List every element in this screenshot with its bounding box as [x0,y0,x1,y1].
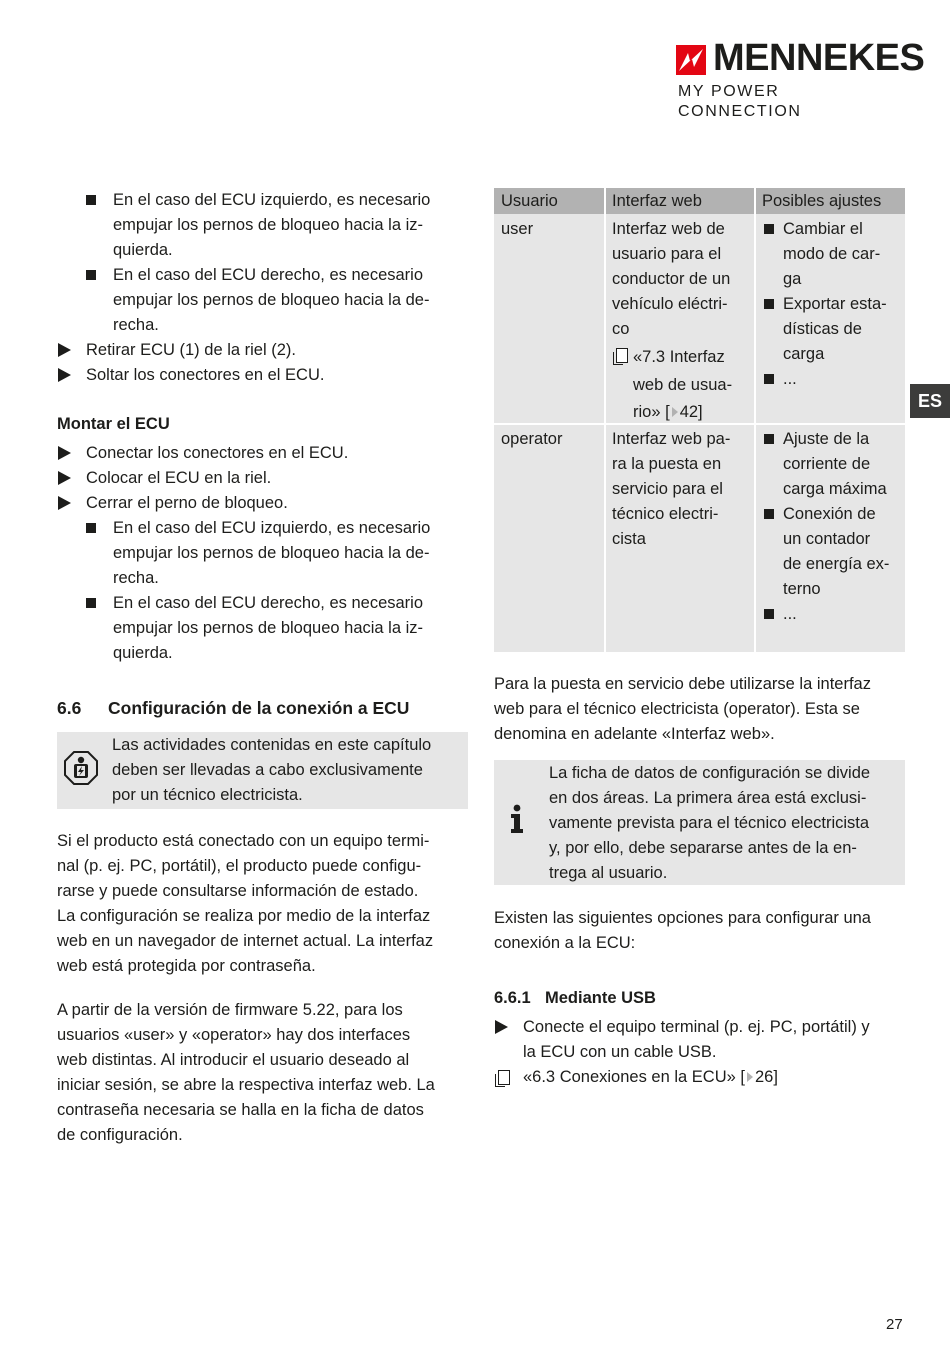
options-paragraph: Existen las siguientes opciones para configurar una conexión a la ECU: [494,909,871,952]
list-item [86,188,466,263]
arrow-bullet-icon [58,446,71,460]
list-item-text: Cerrar el perno de bloqueo. [86,494,288,512]
square-bullet-icon [86,598,96,608]
operator-paragraph: Para la puesta en servicio debe utilizarse la interfaz web para el técnico electricista (operator). Esta se denomina en adelante «Interfaz web». [494,675,871,743]
list-item [86,263,466,338]
subsection-title: Mediante USB [545,989,656,1007]
square-bullet-icon [764,374,774,384]
list-item [57,441,457,466]
list-item-text: Soltar los conectores en el ECU. [86,366,325,384]
table-header-user: Usuario [501,192,558,210]
page-arrow-icon [672,407,678,417]
settings-item: Conexión de un contador de energía ex- terno [783,505,890,598]
table-cell-web: Interfaz web de usuario para el conductor de un vehículo eléctri- co [612,220,731,338]
arrow-bullet-icon [58,471,71,485]
arrow-bullet-icon [58,368,71,382]
list-item-text: Colocar el ECU en la riel. [86,469,272,487]
list-item-text: Retirar ECU (1) de la riel (2). [86,341,296,359]
square-bullet-icon [764,609,774,619]
list-item-text: En el caso del ECU izquierdo, es necesario empujar los pernos de bloqueo hacia la de- recha. [113,519,431,587]
mount-heading: Montar el ECU [57,415,170,433]
list-item-text: En el caso del ECU izquierdo, es necesario empujar los pernos de bloqueo hacia la iz- quierda. [113,191,431,259]
list-item [57,363,457,388]
cross-reference-link[interactable]: «7.3 Interfaz web de usua- rio» [ 42] [633,348,733,421]
electrician-note-text: Las actividades contenidas en este capítulo deben ser llevadas a cabo exclusivamente por un técnico electricista. [112,736,432,804]
table-cell-web: Interfaz web pa- ra la puesta en servicio para el técnico electri- cista [612,430,731,548]
square-bullet-icon [764,224,774,234]
square-bullet-icon [86,195,96,205]
settings-item: Exportar esta- dísticas de carga [783,295,887,363]
square-bullet-icon [764,509,774,519]
arrow-bullet-icon [495,1020,508,1034]
cross-reference-link[interactable]: «6.3 Conexiones en la ECU» [ 26] [523,1068,778,1086]
page-number: 27 [886,1316,903,1333]
square-bullet-icon [86,270,96,280]
list-item-text: En el caso del ECU derecho, es necesario empujar los pernos de bloqueo hacia la iz- quierda. [113,594,424,662]
brand-tagline: MY POWER CONNECTION [678,83,802,120]
electrician-note [57,732,468,809]
section-number: 6.6 [57,698,82,718]
arrow-bullet-icon [58,343,71,357]
document-reference-icon [616,348,628,363]
page-arrow-icon [747,1072,753,1082]
list-item [494,1015,905,1065]
intro-paragraph: Si el producto está conectado con un equipo termi- nal (p. ej. PC, portátil), el producto puede configu- rarse y puede consultarse información de estado. La configuración se realiza por medio de la interfaz web en un navegador de internet actual. La interfaz web está protegida por contraseña. [57,832,434,975]
mennekes-logo-icon [676,45,706,75]
list-item-text: En el caso del ECU derecho, es necesario empujar los pernos de bloqueo hacia la de- recha. [113,266,430,334]
settings-item: Ajuste de la corriente de carga máxima [783,430,887,498]
square-bullet-icon [764,434,774,444]
info-note [494,760,905,885]
language-tab[interactable]: ES [910,384,950,418]
info-icon [508,804,526,834]
mennekes-logo [676,37,925,120]
list-item [57,491,457,516]
table-cell-user: user [501,220,534,238]
settings-item: ... [783,605,797,623]
list-item-text: Conecte el equipo terminal (p. ej. PC, portátil) y la ECU con un cable USB. [523,1018,870,1061]
square-bullet-icon [86,523,96,533]
arrow-bullet-icon [58,496,71,510]
square-bullet-icon [764,299,774,309]
settings-item: Cambiar el modo de car- ga [783,220,881,288]
list-item [57,466,457,491]
info-note-text: La ficha de datos de configuración se divide en dos áreas. La primera área está exclusi- vamente prevista para el técnico electricista y, por ello, debe separarse antes de la en- trega al usuario. [549,764,871,882]
user-interface-table [494,188,905,652]
list-item-text: Conectar los conectores en el ECU. [86,444,349,462]
electrician-icon [64,751,98,785]
document-reference-icon [498,1070,510,1085]
table-cell-user: operator [501,430,563,448]
list-item [86,591,466,666]
settings-item: ... [783,370,797,388]
list-item [57,338,457,363]
section-title: Configuración de la conexión a ECU [108,698,410,718]
table-header-web: Interfaz web [612,192,702,210]
subsection-number: 6.6.1 [494,989,531,1007]
firmware-paragraph: A partir de la versión de firmware 5.22, para los usuarios «user» y «operator» hay dos interfaces web distintas. Al introducir el usuario deseado al iniciar sesión, se abre la respectiva interfaz web. La contraseña necesaria se halla en la ficha de datos de configuración. [57,1001,435,1144]
brand-name: MENNEKES [713,37,925,79]
list-item [86,516,466,591]
table-header-settings: Posibles ajustes [762,192,882,210]
